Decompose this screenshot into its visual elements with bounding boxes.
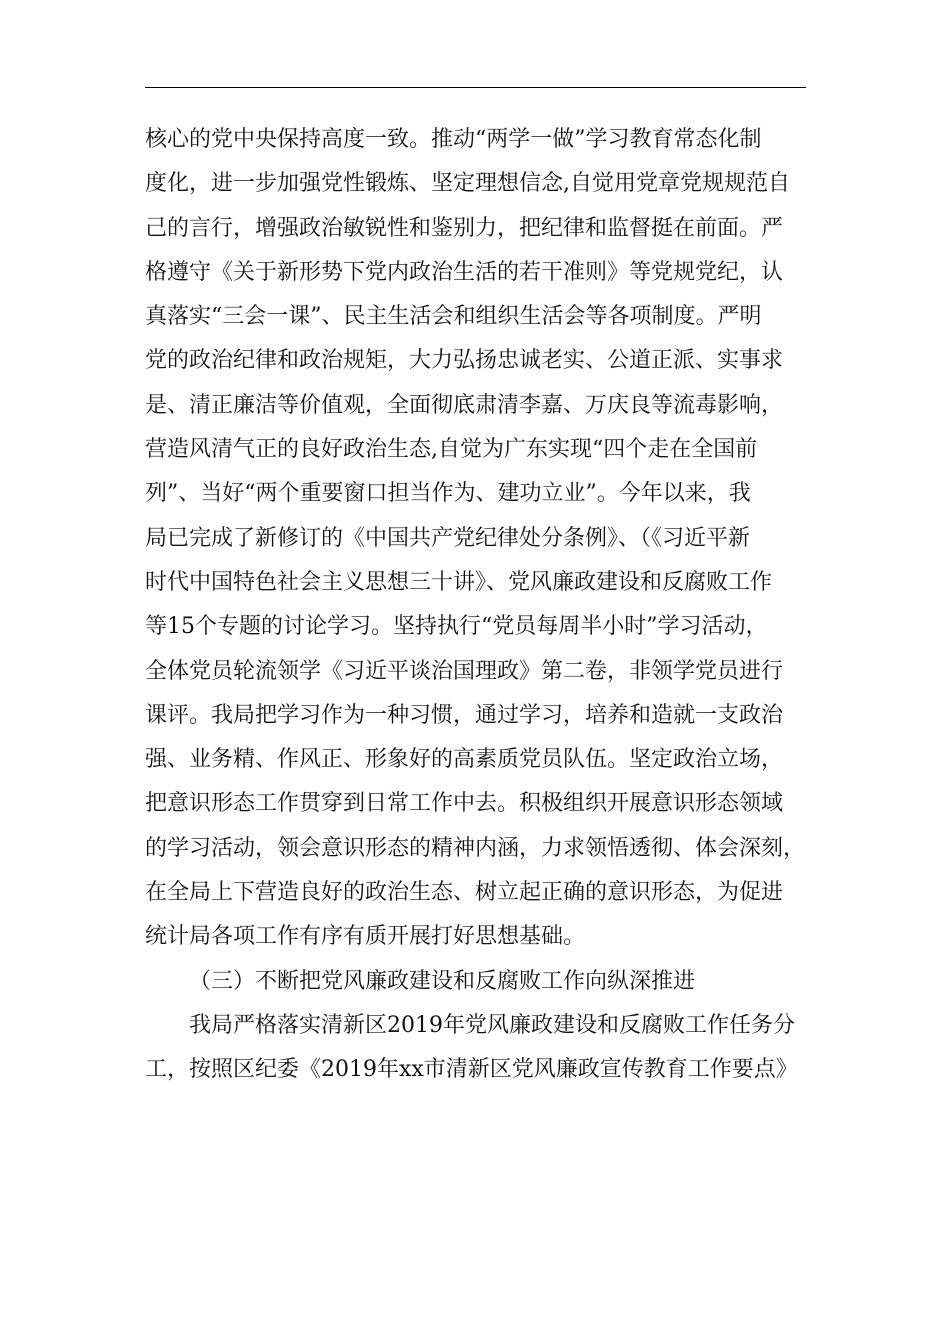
text-line: 党的政治纪律和政治规矩，大力弘扬忠诚老实、公道正派、实事求 bbox=[145, 348, 784, 374]
text-line: 强、业务精、作风正、形象好的高素质党员队伍。坚定政治立场， bbox=[145, 747, 784, 773]
text-line: 把意识形态工作贯穿到日常工作中去。积极组织开展意识形态领域 bbox=[145, 791, 784, 817]
text-line: 真落实“三会一课”、民主生活会和组织生活会等各项制度。严明 bbox=[145, 304, 762, 330]
text-line: 等15个专题的讨论学习。坚持执行“党员每周半小时”学习活动， bbox=[145, 614, 768, 640]
text-line: 局已完成了新修订的《中国共产党纪律处分条例》、（《习近平新 bbox=[145, 525, 751, 551]
text-line: 是、清正廉洁等价值观，全面彻底肃清李嘉、万庆良等流毒影响， bbox=[145, 392, 784, 418]
text-line: 的学习活动，领会意识形态的精神内涵，力求领悟透彻、体会深刻， bbox=[145, 835, 806, 861]
text-line: 课评。我局把学习作为一种习惯，通过学习，培养和造就一支政治 bbox=[145, 702, 784, 728]
text-line: 统计局各项工作有序有质开展打好思想基础。 bbox=[145, 924, 586, 950]
text-line: 格遵守《关于新形势下党内政治生活的若干准则》等党规党纪，认 bbox=[145, 259, 784, 285]
text-line: 营造风清气正的良好政治生态,自觉为广东实现“四个走在全国前 bbox=[145, 437, 758, 463]
body-text bbox=[145, 118, 825, 1093]
text-line: 列”、当好“两个重要窗口担当作为、建功立业”。今年以来，我 bbox=[145, 481, 751, 507]
text-line: 时代中国特色社会主义思想三十讲》、党风廉政建设和反腐败工作 bbox=[145, 569, 773, 595]
section-heading: （三）不断把党风廉政建设和反腐败工作向纵深推进 bbox=[189, 968, 696, 994]
text-line: 己的言行，增强政治敏锐性和鉴别力，把纪律和监督挺在前面。严 bbox=[145, 215, 784, 241]
text-line: 全体党员轮流领学《习近平谈治国理政》第二卷，非领学党员进行 bbox=[145, 658, 784, 684]
text-line: 核心的党中央保持高度一致。推动“两学一做”学习教育常态化制 bbox=[145, 127, 762, 152]
text-line: 在全局上下营造良好的政治生态、树立起正确的意识形态，为促进 bbox=[145, 880, 784, 906]
text-line: 度化，进一步加强党性锻炼、坚定理想信念,自觉用党章党规规范自 bbox=[145, 171, 790, 197]
text-line: 工，按照区纪委《2019年xx市清新区党风廉政宣传教育工作要点》 bbox=[145, 1057, 798, 1083]
header-rule bbox=[145, 87, 806, 88]
text-line: 我局严格落实清新区2019年党风廉政建设和反腐败工作任务分 bbox=[189, 1012, 795, 1038]
